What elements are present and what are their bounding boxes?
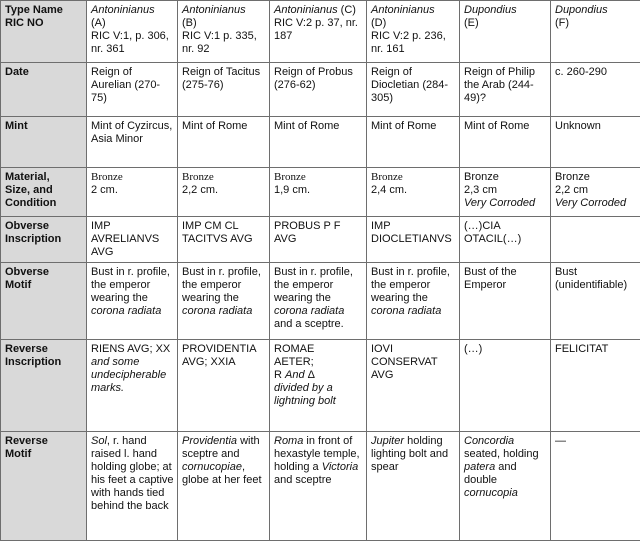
- cell-material-f: Bronze 2,2 cm Very Corroded: [551, 168, 640, 217]
- cell-type-b: Antoninianus (B) RIC V:1 p. 335, nr. 92: [178, 1, 270, 63]
- cell-obv-motif-a: Bust in r. profile, the emperor wearing the corona radiata: [87, 263, 178, 340]
- cell-rev-motif-e: Concordia seated, holding patera and double cornucopia: [460, 432, 551, 541]
- cell-date-a: Reign of Aurelian (270-75): [87, 63, 178, 117]
- cell-obv-motif-e: Bust of the Emperor: [460, 263, 551, 340]
- cell-type-c: Antoninianus (C) RIC V:2 p. 37, nr. 187: [270, 1, 367, 63]
- cell-type-d: Antoninianus (D) RIC V:2 p. 236, nr. 161: [367, 1, 460, 63]
- cell-date-d: Reign of Diocletian (284-305): [367, 63, 460, 117]
- cell-rev-insc-a: RIENS AVG; XX and some undecipherable marks.: [87, 340, 178, 432]
- cell-material-a: Bronze 2 cm.: [87, 168, 178, 217]
- row-header-obverse-motif: Obverse Motif: [1, 263, 87, 340]
- cell-material-d: Bronze 2,4 cm.: [367, 168, 460, 217]
- row-mint: [1, 117, 640, 168]
- cell-mint-d: Mint of Rome: [367, 117, 460, 168]
- row-obverse-inscription: [1, 217, 640, 263]
- cell-rev-motif-d: Jupiter holding lighting bolt and spear: [367, 432, 460, 541]
- cell-material-e: Bronze 2,3 cm Very Corroded: [460, 168, 551, 217]
- cell-material-c: Bronze 1,9 cm.: [270, 168, 367, 217]
- row-header-mint: Mint: [1, 117, 87, 168]
- cell-rev-motif-b: Providentia with sceptre and cornucopiae, globe at her feet: [178, 432, 270, 541]
- cell-type-a: Antoninianus (A) RIC V:1, p. 306, nr. 361: [87, 1, 178, 63]
- cell-rev-motif-a: Sol, r. hand raised l. hand holding globe; at his feet a captive with hands tied behind the back: [87, 432, 178, 541]
- row-header-type: Type Name RIC NO: [1, 1, 87, 63]
- cell-rev-insc-d: IOVI CONSERVAT AVG: [367, 340, 460, 432]
- cell-obv-insc-a: IMP AVRELIANVS AVG: [87, 217, 178, 263]
- row-header-reverse-inscription: Reverse Inscription: [1, 340, 87, 432]
- cell-rev-insc-b: PROVIDENTIA AVG; XXIA: [178, 340, 270, 432]
- row-type-name: [1, 1, 640, 63]
- row-reverse-inscription: [1, 340, 640, 432]
- cell-date-e: Reign of Philip the Arab (244-49)?: [460, 63, 551, 117]
- cell-mint-b: Mint of Rome: [178, 117, 270, 168]
- row-obverse-motif: [1, 263, 640, 340]
- cell-obv-motif-c: Bust in r. profile, the emperor wearing the corona radiata and a sceptre.: [270, 263, 367, 340]
- cell-rev-motif-f: —: [551, 432, 640, 541]
- cell-obv-insc-d: IMP DIOCLETIANVS: [367, 217, 460, 263]
- cell-mint-e: Mint of Rome: [460, 117, 551, 168]
- cell-obv-motif-b: Bust in r. profile, the emperor wearing the corona radiata: [178, 263, 270, 340]
- row-material: [1, 168, 640, 217]
- cell-mint-a: Mint of Cyzircus, Asia Minor: [87, 117, 178, 168]
- cell-type-f: Dupondius (F): [551, 1, 640, 63]
- cell-mint-c: Mint of Rome: [270, 117, 367, 168]
- cell-obv-insc-e: (…)CIA OTACIL(…): [460, 217, 551, 263]
- cell-material-b: Bronze 2,2 cm.: [178, 168, 270, 217]
- cell-rev-motif-c: Roma in front of hexastyle temple, holding a Victoria and sceptre: [270, 432, 367, 541]
- cell-type-e: Dupondius (E): [460, 1, 551, 63]
- cell-obv-motif-d: Bust in r. profile, the emperor wearing the corona radiata: [367, 263, 460, 340]
- cell-date-b: Reign of Tacitus (275-76): [178, 63, 270, 117]
- row-header-date: Date: [1, 63, 87, 117]
- cell-rev-insc-e: (…): [460, 340, 551, 432]
- cell-rev-insc-c: ROMAE AETER; R And Δ divided by a lightning bolt: [270, 340, 367, 432]
- row-header-reverse-motif: Reverse Motif: [1, 432, 87, 541]
- cell-mint-f: Unknown: [551, 117, 640, 168]
- cell-date-f: c. 260-290: [551, 63, 640, 117]
- cell-obv-insc-c: PROBUS P F AVG: [270, 217, 367, 263]
- row-header-material: Material, Size, and Condition: [1, 168, 87, 217]
- cell-date-c: Reign of Probus (276-62): [270, 63, 367, 117]
- cell-obv-motif-f: Bust (unidentifiable): [551, 263, 640, 340]
- cell-obv-insc-b: IMP CM CL TACITVS AVG: [178, 217, 270, 263]
- row-reverse-motif: [1, 432, 640, 541]
- cell-rev-insc-f: FELICITAT: [551, 340, 640, 432]
- cell-obv-insc-f: [551, 217, 640, 263]
- row-header-obverse-inscription: Obverse Inscription: [1, 217, 87, 263]
- row-date: [1, 63, 640, 117]
